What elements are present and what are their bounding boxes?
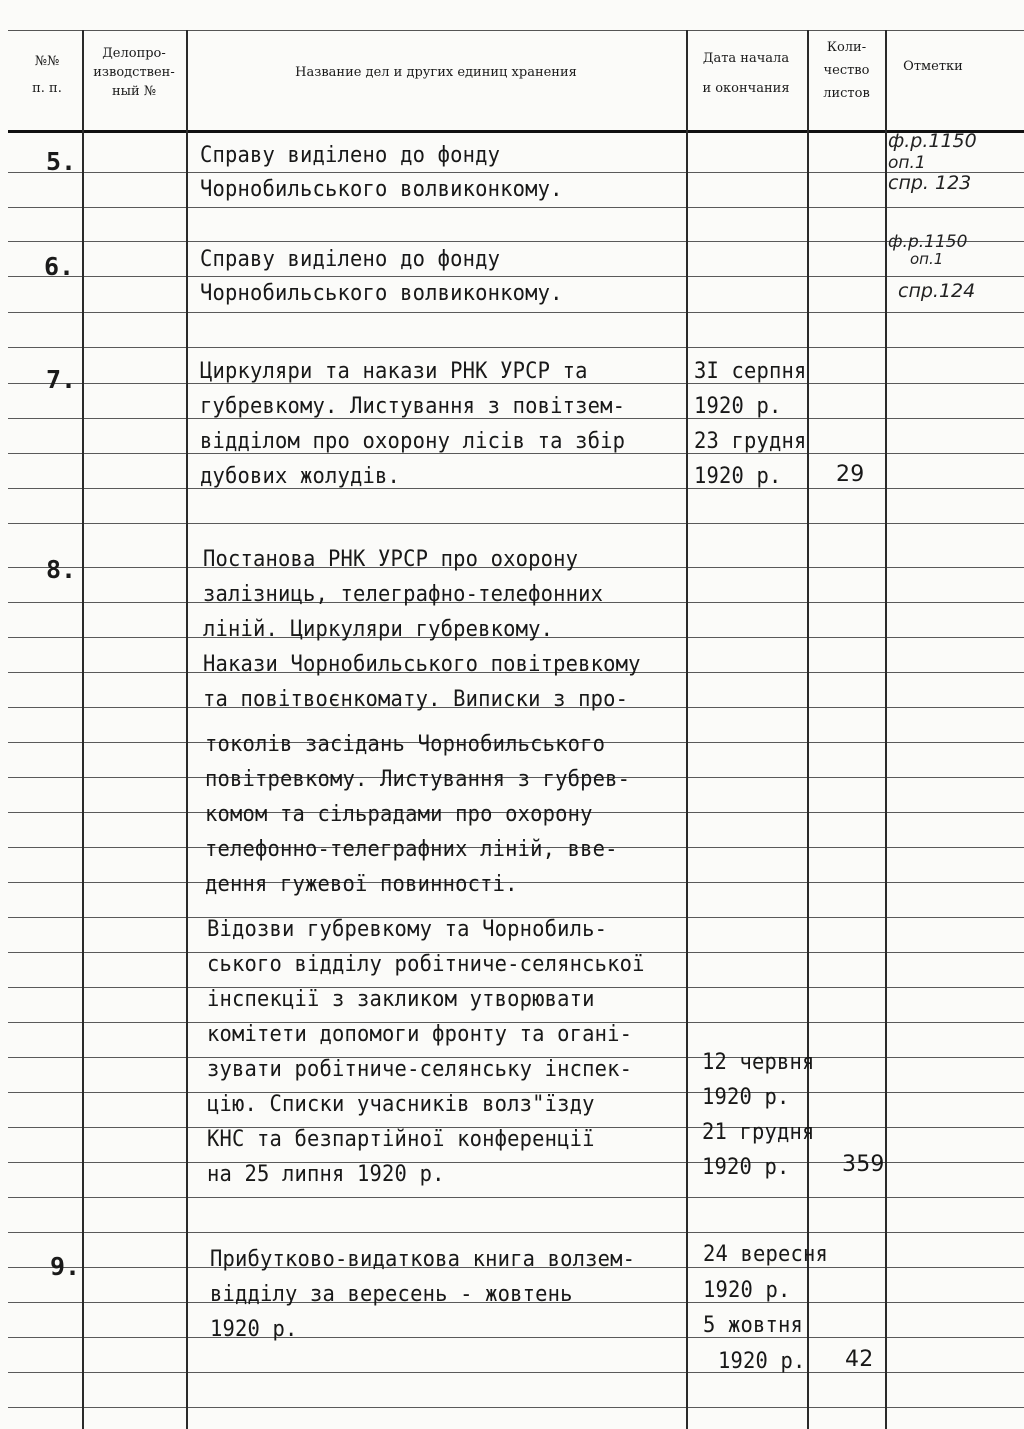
header-text: Название дел и других единиц хранения: [295, 65, 577, 80]
row-rule: [8, 276, 1024, 277]
date-line: 1920 р.: [702, 1085, 790, 1110]
header-col-title: [190, 63, 682, 82]
sheet-count: 42: [845, 1347, 874, 1372]
row-rule: [8, 241, 1024, 242]
date-line: 1920 р.: [703, 1278, 791, 1303]
row-number: 9.: [50, 1252, 81, 1281]
column-rule: [186, 30, 188, 1429]
handwritten-note: оп.1: [910, 250, 944, 268]
date-line: 1920 р.: [694, 394, 782, 419]
title-line: залізниць, телеграфно-телефонних: [203, 582, 604, 607]
date-line: 12 червня: [702, 1050, 815, 1075]
title-line: губревкому. Листування з повітзем-: [200, 394, 626, 419]
sheet-count: 29: [836, 462, 865, 487]
top-rule: [8, 30, 1024, 31]
row-number: 7.: [46, 365, 77, 394]
row-rule: [8, 347, 1024, 348]
header-text: п. п.: [32, 81, 62, 96]
column-rule: [885, 30, 887, 1429]
title-line: інспекції з закликом утворювати: [207, 987, 595, 1012]
header-text: и окончания: [702, 81, 790, 96]
header-text: листов: [823, 86, 870, 101]
title-line: повітревкому. Листування з губрев-: [205, 767, 631, 792]
title-line: Прибутково-видаткова книга волзем-: [210, 1247, 636, 1272]
row-number: 6.: [44, 252, 75, 281]
title-line: зувати робітниче-селянську інспек-: [207, 1057, 633, 1082]
title-line: ліній. Циркуляри губревкому.: [203, 617, 554, 642]
header-text: изводствен-: [93, 65, 175, 80]
row-rule: [8, 172, 1024, 173]
date-line: 24 вересня: [703, 1242, 829, 1267]
row-rule: [8, 1407, 1024, 1408]
handwritten-note: спр.124: [898, 280, 976, 302]
row-rule: [8, 1197, 1024, 1198]
sheet-count: 359: [842, 1152, 885, 1177]
row-rule: [8, 523, 1024, 524]
handwritten-note: спр. 123: [888, 172, 972, 194]
row-rule: [8, 1232, 1024, 1233]
title-line: Циркуляри та накази РНК УРСР та: [200, 359, 588, 384]
title-line: КНС та безпартійної конференції: [207, 1127, 595, 1152]
header-text: Делопро-: [102, 46, 166, 61]
row-rule: [8, 312, 1024, 313]
title-line: Відозви губревкому та Чорнобиль-: [207, 917, 608, 942]
title-line: дубових жолудів.: [200, 464, 401, 489]
date-line: 1920 р.: [718, 1349, 806, 1374]
header-text: Коли-: [826, 40, 867, 55]
handwritten-note: ф.р.1150: [888, 130, 977, 152]
row-number: 5.: [46, 147, 77, 176]
header-text: чество: [823, 63, 870, 78]
title-line: відділом про охорону лісів та збір: [200, 429, 626, 454]
title-line: телефонно-телеграфних ліній, вве-: [205, 837, 618, 862]
title-line: Чорнобильського волвиконкому.: [200, 281, 563, 306]
handwritten-note: оп.1: [888, 153, 926, 173]
title-line: Накази Чорнобильського повітревкому: [203, 652, 641, 677]
title-line: на 25 липня 1920 р.: [207, 1162, 445, 1187]
header-col-sheets: [810, 36, 883, 105]
header-col-notes: [888, 57, 978, 76]
title-line: комом та сільрадами про охорону: [205, 802, 593, 827]
title-line: цію. Списки учасників волз"їзду: [207, 1092, 595, 1117]
date-line: 5 жовтня: [703, 1313, 804, 1338]
header-col-number: [18, 52, 76, 98]
header-col-dates: [688, 44, 804, 104]
title-line: відділу за вересень - жовтень: [210, 1282, 573, 1307]
title-line: Постанова РНК УРСР про охорону: [203, 547, 579, 572]
column-rule: [686, 30, 688, 1429]
date-line: 23 грудня: [694, 429, 807, 454]
handwritten-note: ф.р.1150: [888, 232, 968, 252]
row-rule: [8, 488, 1024, 489]
header-text: №№: [34, 54, 60, 69]
title-line: Справу виділено до фонду: [200, 143, 501, 168]
column-rule: [82, 30, 84, 1429]
header-rule: [8, 130, 1024, 133]
date-line: 1920 р.: [694, 464, 782, 489]
row-rule: [8, 1337, 1024, 1338]
date-line: 3I серпня: [694, 359, 807, 384]
header-text: ный №: [111, 84, 157, 99]
header-text: Отметки: [903, 59, 963, 74]
header-text: Дата начала: [702, 51, 790, 66]
header-col-office-number: [86, 44, 182, 101]
title-line: комітети допомоги фронту та огані-: [207, 1022, 633, 1047]
date-line: 1920 р.: [702, 1155, 790, 1180]
date-line: 21 грудня: [702, 1120, 815, 1145]
title-line: 1920 р.: [210, 1317, 298, 1342]
row-number: 8.: [46, 555, 77, 584]
title-line: Чорнобильського волвиконкому.: [200, 177, 563, 202]
column-rule: [807, 30, 809, 1429]
row-rule: [8, 207, 1024, 208]
title-line: токолів засідань Чорнобильського: [205, 732, 606, 757]
title-line: Справу виділено до фонду: [200, 247, 501, 272]
title-line: та повітвоєнкомату. Виписки з про-: [203, 687, 629, 712]
title-line: ського відділу робітниче-селянської: [207, 952, 645, 977]
title-line: дення гужевої повинності.: [205, 872, 518, 897]
